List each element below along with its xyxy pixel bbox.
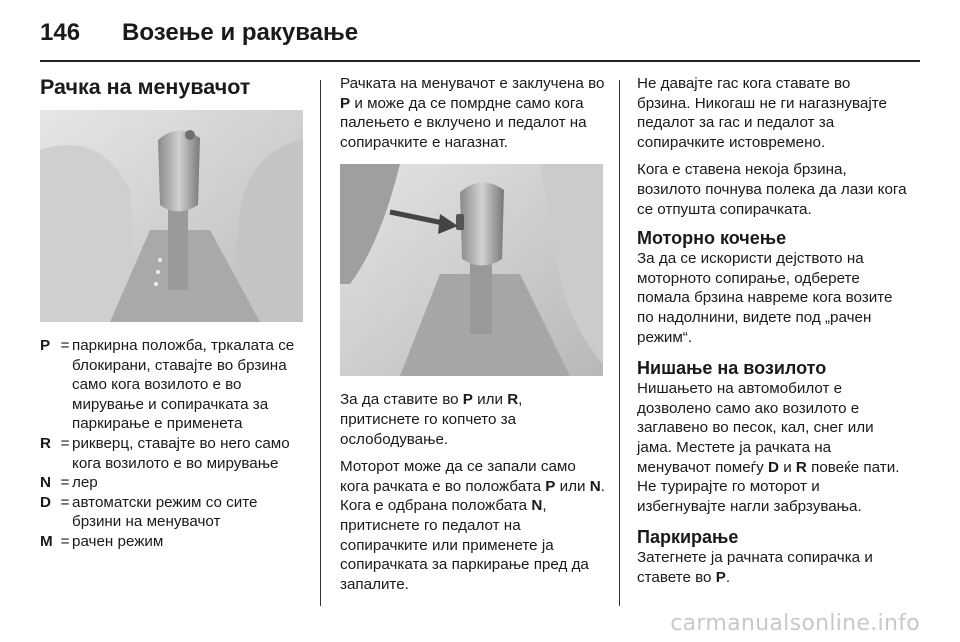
running-title: Возење и ракување bbox=[122, 19, 359, 46]
legend-equals: = bbox=[60, 474, 70, 492]
section-heading-gear-lever: Рачка на менувачот bbox=[40, 75, 251, 99]
legend-row-m bbox=[40, 532, 305, 552]
gear-position-legend bbox=[40, 336, 305, 552]
legend-key: N bbox=[40, 474, 51, 492]
page-header bbox=[40, 18, 358, 48]
column-2 bbox=[340, 74, 605, 602]
watermark: carmanualsonline.info bbox=[670, 611, 920, 636]
legend-row-d bbox=[40, 493, 305, 532]
legend-row-r bbox=[40, 434, 305, 473]
gear-lever-photo bbox=[40, 110, 303, 322]
gear-lever-illustration bbox=[40, 110, 303, 322]
rocking-text: Нишањето на автомобилот е дозволено само ако возилото е заглавено во песок, кал, снег или јама. Местете ја рачката на менувачот помеѓу D и R повеќе пати. Не турирајте го моторот и избегнувајте нагли забрзувања. bbox=[637, 380, 900, 515]
parking-section bbox=[637, 526, 907, 587]
rocking-section bbox=[637, 357, 907, 516]
legend-text: рачен режим bbox=[72, 532, 164, 550]
legend-row-p bbox=[40, 336, 305, 434]
legend-equals: = bbox=[60, 434, 70, 452]
legend-row-n bbox=[40, 473, 305, 493]
legend-equals: = bbox=[60, 337, 70, 354]
legend-key: M bbox=[40, 532, 53, 550]
legend-key: P bbox=[40, 337, 51, 354]
page-number: 146 bbox=[40, 19, 81, 46]
legend-equals: = bbox=[60, 493, 70, 511]
legend-equals: = bbox=[60, 532, 70, 550]
legend-text: паркирна положба, тркалата се блокирани, ставајте во брзина само кога возилото е во мирување и сопирачката за паркирање е применета bbox=[72, 337, 295, 433]
legend-key: R bbox=[40, 434, 51, 452]
parking-heading: Паркирање bbox=[637, 527, 739, 548]
engine-braking-heading: Моторно кочење bbox=[637, 228, 787, 249]
column-3 bbox=[637, 74, 907, 597]
legend-key: D bbox=[40, 493, 51, 511]
column-divider-2 bbox=[619, 80, 620, 606]
release-button-photo bbox=[340, 164, 603, 376]
engine-braking-text: За да се искористи дејството на моторното сопирање, одберете помала брзина навреме кога возите по надолнини, видете под „рачен режим“. bbox=[637, 250, 893, 346]
lever-lock-paragraph: Рачката на менувачот е заклучена во P и може да се помрдне само кога палењето е вклучено и педалот на сопирачките е нагазнат. bbox=[340, 75, 605, 151]
legend-text: рикверц, ставајте во него само кога возилото е во мирување bbox=[72, 434, 290, 472]
engine-braking-section bbox=[637, 227, 907, 347]
column-1 bbox=[40, 74, 305, 552]
release-button-illustration bbox=[340, 164, 603, 376]
column-divider-1 bbox=[320, 80, 321, 606]
header-rule bbox=[40, 60, 920, 62]
release-button-paragraph: За да ставите во P или R, притиснете го копчето за ослободување. bbox=[340, 391, 523, 448]
parking-text: Затегнете ја рачната сопирачка и ставете во P. bbox=[637, 549, 873, 586]
rocking-heading: Нишање на возилото bbox=[637, 358, 827, 379]
legend-text: автоматски режим со сите брзини на менувачот bbox=[72, 493, 258, 531]
throttle-paragraph: Не давајте гас кога ставате во брзина. Никогаш не ги нагазнувајте педалот за гас и педалот за сопирачките истовремено. bbox=[637, 75, 887, 151]
legend-text: лер bbox=[72, 474, 98, 492]
creep-paragraph: Кога е ставена некоја брзина, возилото почнува полека да лази кога се отпушта сопирачката. bbox=[637, 161, 907, 218]
engine-start-paragraph: Моторот може да се запали само кога рачката е во положбата P или N. Кога е одбрана положбата N, притиснете го педалот на сопирачките или применете ја сопирачката за паркирање пред да запалите. bbox=[340, 458, 605, 593]
